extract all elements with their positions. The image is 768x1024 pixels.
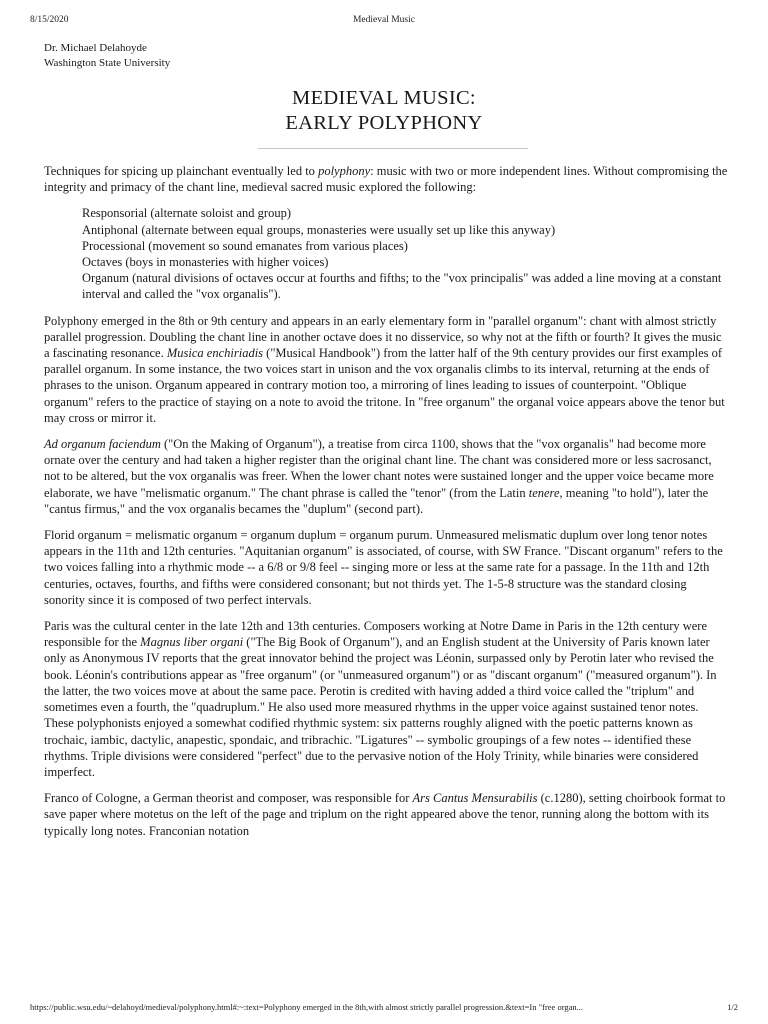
list-item: Octaves (boys in monasteries with higher voices) (82, 255, 329, 270)
polyphony-term: polyphony (318, 164, 371, 178)
page-number: 1/2 (727, 1002, 738, 1012)
techniques-list (44, 205, 728, 302)
list-item: Antiphonal (alternate between equal groups, monasteries were usually set up like this anyway) (82, 222, 556, 237)
print-page-title: Medieval Music (352, 15, 415, 25)
page-title (0, 86, 768, 136)
print-url[interactable]: https://public.wsu.edu/~delahoyd/medieval/polyphony.html#:~:text=Polyphony emerged in the 8th,with almost strictly parallel progression.&text=In "free organ... (30, 1002, 584, 1012)
magnus-liber-title: Magnus liber organi (140, 635, 244, 650)
list-item: Organum (natural divisions of octaves occur at fourths and fifths; to the "vox principalis" was added a line moving at a constant interval and called the "vox organalis"). (82, 271, 722, 302)
paragraph-ad-organum: Ad organum faciendum ("On the Making of Organum"), a treatise from circa 1100, shows that the "vox organalis" had become more ornate over the century and had taken a higher register than the original chant line. The chant was considered more or less sacrosanct, not to be altered, but the vox organalis was freer. When the lower chant notes were sustained longer and the upper voice became more elaborate, we have "melismatic organum." The chant phrase is called the "tenor" (from the Latin tenere, meaning "to hold"), later the "cantus firmus," and the vox organalis becames the "duplum" (second part). (44, 437, 714, 516)
musica-enchiriadis-title: Musica enchiriadis (166, 346, 264, 361)
paragraph-franco: Franco of Cologne, a German theorist and composer, was responsible for Ars Cantus Mensurabilis (c.1280), setting choirbook format to save paper where motetus on the left of the page and triplum on the right appeared above the tenor, running along the bottom with its typically long notes. Franconian notation (44, 791, 726, 838)
paragraph-florid-organum: Florid organum = melismatic organum = organum duplum = organum purum. Unmeasured melismatic duplum over long tenor notes appears in the 11th and 12th centuries. "Aquitanian organum" is associated, of course, with SW France. "Discant organum" refers to the two voices falling into a rhythmic mode -- a 6/8 or 9/8 feel -- singing more or less at the same rate for a passage. In the 11th and 12th centuries, octaves, fourths, and fifths were considered consonant; but not thirds yet. The 1-5-8 structure was the standard closing sonority since it is composed of two perfect intervals. (44, 528, 723, 607)
page-title-line-2: EARLY POLYPHONY (285, 112, 483, 134)
print-footer (30, 1002, 738, 1016)
print-header (30, 15, 738, 29)
article-body (44, 163, 728, 849)
print-date: 8/15/2020 (30, 15, 69, 25)
author-block (44, 41, 170, 71)
author-affiliation: Washington State University (44, 57, 171, 69)
list-item: Processional (movement so sound emanates from various places) (82, 238, 408, 253)
page-title-line-1: MEDIEVAL MUSIC: (292, 87, 476, 109)
intro-paragraph: Techniques for spicing up plainchant eventually led to polyphony: music with two or more independent lines. Without compromising the integrity and primacy of the chant line, medieval sacred music explored the following: (44, 164, 728, 195)
paragraph-parallel-organum: Polyphony emerged in the 8th or 9th century and appears in an early elementary form in "parallel organum": chant with almost strictly parallel progression. Doubling the chant line in another octave does it no disservice, so why not at the fifth or fourth? It gives the music a fascinating resonance. Musica enchiriadis ("Musical Handbook") from the latter half of the 9th century provides our first examples of parallel organum. In some instance, the two voices start in unison and the vox organalis climbs to its interval, returning at the ends of phrases to the unison. Organum appeared in contrary motion too, a mirroring of lines leading to issues of counterpoint. "Oblique organum" refers to the practice of staying on a note to avoid the tritone. In "free organum" the organal voice appears above the tenor but may cross or mirror it. (44, 313, 725, 425)
ad-organum-title: Ad organum faciendum (44, 437, 161, 452)
title-divider (258, 148, 528, 149)
ars-cantus-title: Ars Cantus Mensurabilis (412, 791, 538, 806)
list-item: Responsorial (alternate soloist and group) (82, 206, 291, 221)
author-name: Dr. Michael Delahoyde (44, 42, 147, 54)
tenere-term: tenere (528, 485, 560, 500)
paragraph-paris: Paris was the cultural center in the late 12th and 13th centuries. Composers working at Notre Dame in Paris in the 12th century were responsible for the Magnus liber organi ("The Big Book of Organum"), and an English student at the University of Paris known later only as Anonymous IV reports that the great innovator behind the project was Léonin, surpassed only by Perotin later who revised the book. Léonin's contributions appear as "free organum" (or "unmeasured organum") or as "discant organum" ("measured organum"). In the latter, the two voices move at about the same pace. Perotin is credited with having added a third voice called the "triplum" and sometimes even a fourth, the "quadruplum." He also used more measured rhythms in the upper voice against sustained tenor notes. These polyphonists enjoyed a somewhat codified rhythmic system: six patterns roughly aligned with the poetic patterns known as trochaic, iambic, dactylic, anapestic, spondaic, and tribrachic. "Ligatures" -- symbolic groupings of a few notes -- identified these rhythms. Triple divisions were considered "perfect" due to the pervasive notion of the Holy Trinity, while binaries were considered imperfect. (44, 619, 717, 779)
